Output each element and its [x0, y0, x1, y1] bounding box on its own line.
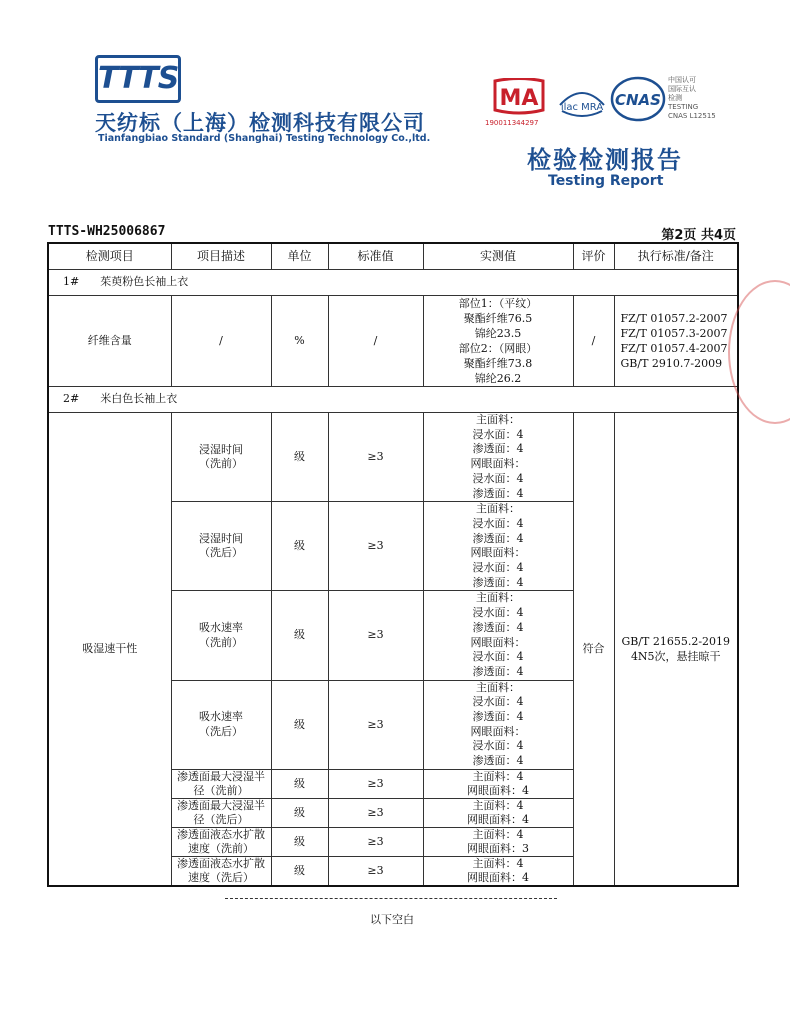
standard-cell: GB/T 21655.2-2019 4N5次，悬挂晾干: [614, 413, 738, 886]
desc-cell: 吸水速率 （洗前）: [171, 591, 271, 680]
measured-cell: 主面料： 浸水面：4 渗透面：4 网眼面料： 浸水面：4 渗透面：4: [423, 680, 573, 769]
standard-cell: FZ/T 01057.2-2007 FZ/T 01057.3-2007 FZ/T 01057.4-2007 GB/T 2910.7-2009: [614, 296, 738, 387]
sample-row: [48, 387, 738, 413]
measured-cell: 主面料：4 网眼面料：4: [423, 769, 573, 798]
company-name-cn: 天纺标（上海）检测科技有限公司: [95, 111, 425, 135]
std-cell: ≥3: [328, 502, 423, 591]
sample-label: 2# 米白色长袖上衣: [48, 387, 738, 413]
ilac-text: ilac MRA: [560, 102, 604, 113]
unit-cell: 级: [271, 591, 328, 680]
desc-cell: /: [171, 296, 271, 387]
item-cell: 吸湿速干性: [48, 413, 171, 886]
unit-cell: 级: [271, 413, 328, 502]
ilac-mra-logo: [556, 79, 608, 123]
company-logo: TTTS: [95, 55, 181, 103]
desc-cell: 渗透面最大浸湿半 径（洗后）: [171, 798, 271, 827]
unit-cell: 级: [271, 798, 328, 827]
desc-cell: 渗透面液态水扩散 速度（洗前）: [171, 827, 271, 856]
end-of-report-text: 以下空白: [370, 913, 414, 926]
measured-cell: 主面料： 浸水面：4 渗透面：4 网眼面料： 浸水面：4 渗透面：4: [423, 591, 573, 680]
std-cell: ≥3: [328, 827, 423, 856]
item-cell: 纤维含量: [48, 296, 171, 387]
std-cell: ≥3: [328, 769, 423, 798]
desc-cell: 渗透面最大浸湿半 径（洗前）: [171, 769, 271, 798]
table-row: [48, 296, 738, 387]
unit-cell: %: [271, 296, 328, 387]
header-cell: 实测值: [423, 243, 573, 270]
header-cell: 单位: [271, 243, 328, 270]
eval-cell: /: [573, 296, 614, 387]
report-title-en: Testing Report: [548, 173, 664, 189]
measured-cell: 主面料： 浸水面：4 渗透面：4 网眼面料： 浸水面：4 渗透面：4: [423, 502, 573, 591]
ma-certification-logo: [489, 78, 549, 116]
ma-logo-text: MA: [499, 86, 539, 111]
company-name-en: Tianfangbiao Standard (Shanghai) Testing Technology Co.,ltd.: [98, 133, 431, 144]
ma-number: 190011344297: [485, 119, 539, 127]
desc-cell: 浸湿时间 （洗前）: [171, 413, 271, 502]
eval-cell: 符合: [573, 413, 614, 886]
measured-cell: 主面料：4 网眼面料：4: [423, 798, 573, 827]
std-cell: /: [328, 296, 423, 387]
unit-cell: 级: [271, 769, 328, 798]
sample-row: [48, 270, 738, 296]
header-cell: 执行标准/备注: [614, 243, 738, 270]
end-divider: [225, 898, 557, 899]
measured-cell: 主面料：4 网眼面料：4: [423, 856, 573, 886]
std-cell: ≥3: [328, 856, 423, 886]
cnas-accreditation-text: 中国认可 国际互认 检测 TESTING CNAS L12515: [668, 76, 716, 120]
std-cell: ≥3: [328, 798, 423, 827]
table-header-row: [48, 243, 738, 270]
std-cell: ≥3: [328, 413, 423, 502]
measured-cell: 主面料：4 网眼面料：3: [423, 827, 573, 856]
header-cell: 评价: [573, 243, 614, 270]
unit-cell: 级: [271, 502, 328, 591]
cnas-text: CNAS: [615, 91, 661, 109]
std-cell: ≥3: [328, 591, 423, 680]
desc-cell: 浸湿时间 （洗后）: [171, 502, 271, 591]
unit-cell: 级: [271, 827, 328, 856]
measured-cell: 部位1：（平纹） 聚酯纤维76.5 锦纶23.5 部位2：（网眼） 聚酯纤维73.8 锦纶26.2: [423, 296, 573, 387]
test-results-table: [47, 242, 739, 887]
header-cell: 标准值: [328, 243, 423, 270]
header-cell: 检测项目: [48, 243, 171, 270]
report-number: TTTS-WH25006867: [48, 224, 166, 239]
cnas-logo: [610, 76, 666, 122]
unit-cell: 级: [271, 680, 328, 769]
header-cell: 项目描述: [171, 243, 271, 270]
unit-cell: 级: [271, 856, 328, 886]
desc-cell: 渗透面液态水扩散 速度（洗后）: [171, 856, 271, 886]
measured-cell: 主面料： 浸水面：4 渗透面：4 网眼面料： 浸水面：4 渗透面：4: [423, 413, 573, 502]
sample-label: 1# 茱萸粉色长袖上衣: [48, 270, 738, 296]
report-title-cn: 检验检测报告: [527, 146, 683, 174]
table-row: [48, 413, 738, 502]
page-info: 第2页 共4页: [661, 228, 736, 243]
desc-cell: 吸水速率 （洗后）: [171, 680, 271, 769]
std-cell: ≥3: [328, 680, 423, 769]
